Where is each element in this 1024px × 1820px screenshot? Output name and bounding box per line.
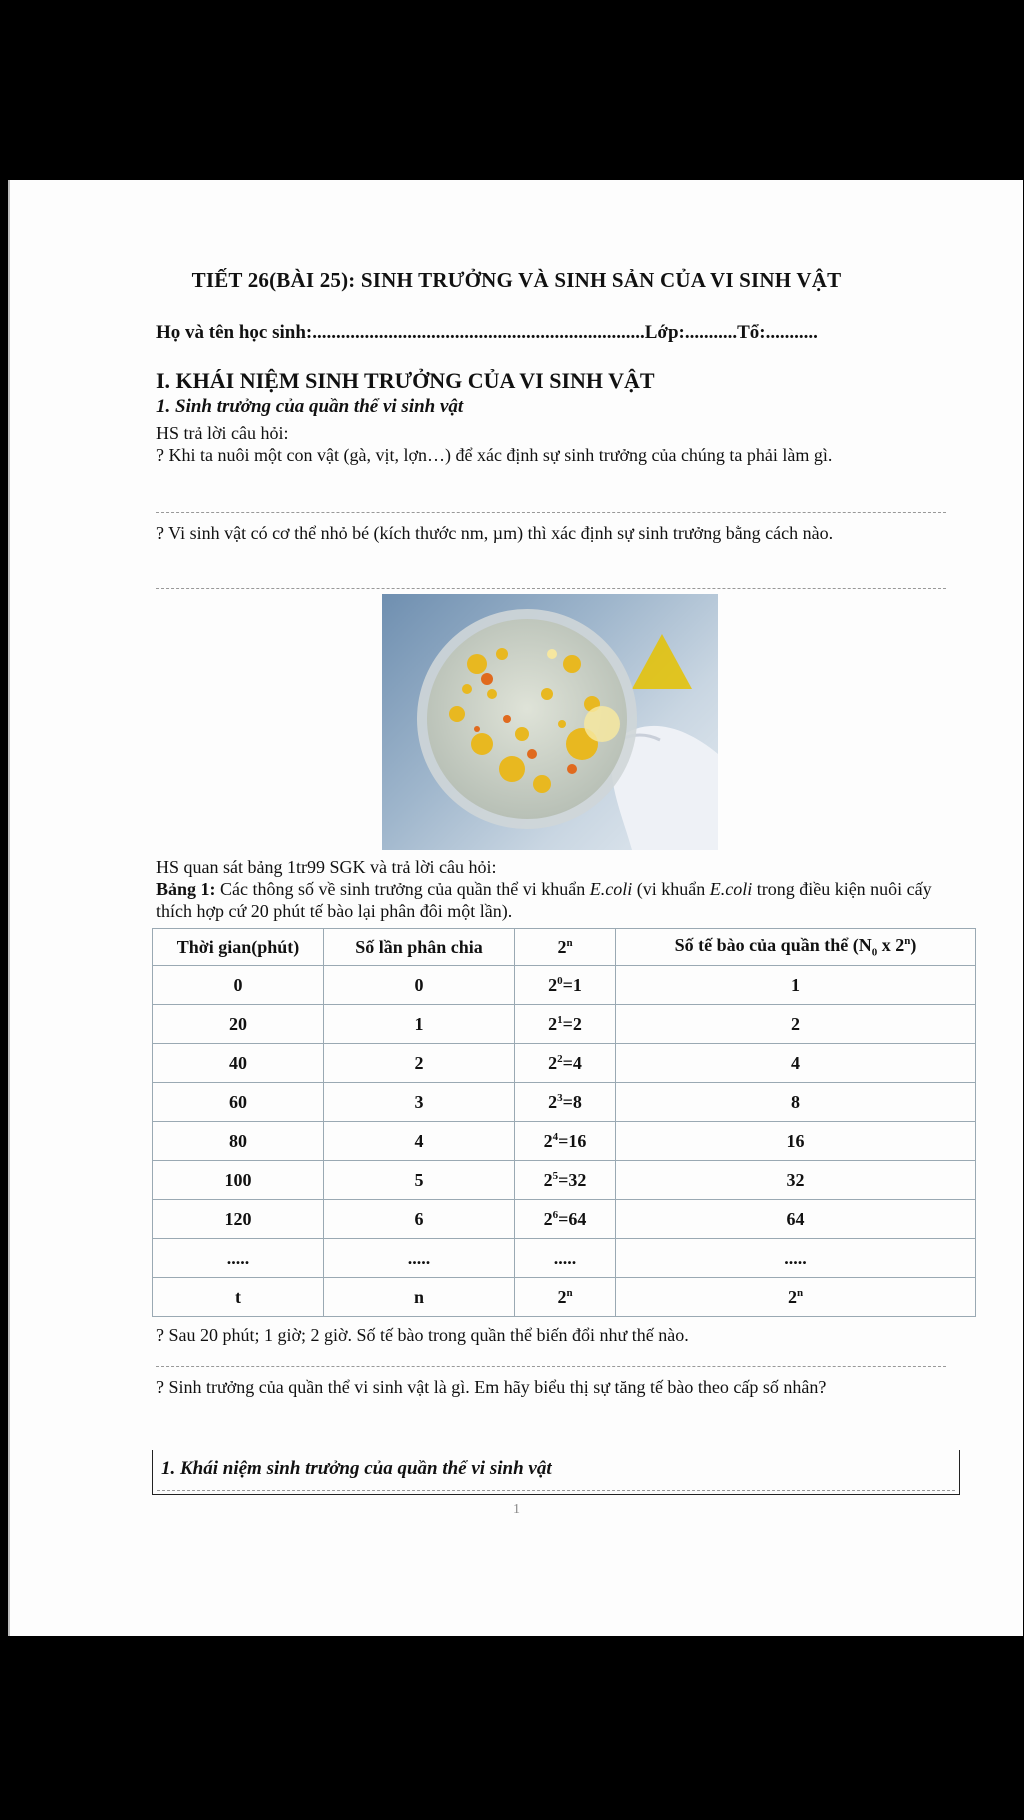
- power-base: 2: [543, 1169, 553, 1190]
- cell-cells: 32: [616, 1161, 976, 1200]
- table-row: [153, 1161, 976, 1200]
- header-cells-text: x 2: [877, 935, 905, 956]
- ecoli-italic-2: E.coli: [709, 879, 753, 899]
- table-row: [153, 1278, 976, 1317]
- cell-power: [515, 1122, 616, 1161]
- cells-exp: n: [796, 1286, 804, 1299]
- table-caption-part: Các thông số về sinh trưởng của quần thể vi khuẩn: [215, 879, 590, 899]
- cell-divisions: 5: [324, 1161, 515, 1200]
- header-cells-exp: n: [904, 935, 911, 948]
- question-1: ? Khi ta nuôi một con vật (gà, vịt, lợn…) để xác định sự sinh trưởng của chúng ta phải làm gì.: [156, 445, 833, 465]
- cell-power: .....: [515, 1239, 616, 1278]
- header-cells-text: Số tế bào của quần thể (N: [674, 935, 872, 956]
- header-power-base: 2: [557, 936, 567, 957]
- power-result: =1: [562, 974, 582, 995]
- group-blank[interactable]: ...........: [765, 322, 818, 343]
- cell-time: 100: [153, 1161, 324, 1200]
- power-base: 2: [548, 974, 558, 995]
- cell-time: .....: [153, 1239, 324, 1278]
- power-base: 2: [543, 1208, 553, 1229]
- cell-time: 0: [153, 966, 324, 1005]
- petri-dish-illustration: [382, 594, 718, 850]
- header-cells-sub: 0: [871, 946, 878, 959]
- student-info-line: [156, 322, 818, 344]
- power-exp: 2: [557, 1052, 563, 1065]
- cell-time: 60: [153, 1083, 324, 1122]
- table-caption-label: Bảng 1:: [156, 879, 216, 899]
- power-exp: n: [566, 1286, 573, 1299]
- header-power: [515, 929, 616, 966]
- observe-instruction: HS quan sát bảng 1tr99 SGK và trả lời câu hỏi:: [156, 857, 497, 877]
- power-result: =32: [558, 1169, 587, 1190]
- definition-heading: 1. Khái niệm sinh trưởng của quần thể vi sinh vật: [161, 1458, 552, 1479]
- header-cells-text: ): [910, 935, 917, 956]
- cell-time: 40: [153, 1044, 324, 1083]
- power-result: =64: [558, 1208, 587, 1229]
- student-name-label: Họ và tên học sinh:: [156, 322, 313, 343]
- cell-time: 80: [153, 1122, 324, 1161]
- cell-divisions: .....: [324, 1239, 515, 1278]
- cell-time: 120: [153, 1200, 324, 1239]
- answer-line-2[interactable]: [156, 588, 946, 589]
- ecoli-italic-1: E.coli: [589, 879, 633, 899]
- cell-cells: 64: [616, 1200, 976, 1239]
- section-heading: I. KHÁI NIỆM SINH TRƯỞNG CỦA VI SINH VẬT: [156, 368, 655, 393]
- answer-line-3[interactable]: [156, 1366, 946, 1367]
- header-divisions: Số lần phân chia: [324, 929, 515, 966]
- table-row: [153, 1005, 976, 1044]
- power-result: =2: [562, 1013, 582, 1034]
- table-caption-part: trong điều kiện nuôi cấy thích hợp cứ 20 phút tế bào lại phân đôi một lần).: [156, 879, 932, 921]
- cell-power: [515, 1161, 616, 1200]
- power-exp: 4: [552, 1130, 559, 1143]
- cell-power: [515, 1278, 616, 1317]
- definition-box: [152, 1450, 960, 1495]
- power-exp: 5: [552, 1169, 559, 1182]
- header-time: Thời gian(phút): [153, 929, 324, 966]
- page-number: 1: [513, 1502, 520, 1517]
- power-base: 2: [548, 1091, 558, 1112]
- cell-divisions: 3: [324, 1083, 515, 1122]
- header-cells: [616, 929, 976, 966]
- cell-divisions: n: [324, 1278, 515, 1317]
- cell-time: t: [153, 1278, 324, 1317]
- document-page: [8, 180, 1023, 1636]
- question-2: ? Vi sinh vật có cơ thể nhỏ bé (kích thước nm, µm) thì xác định sự sinh trưởng bằng cách nào.: [156, 523, 834, 543]
- power-exp: 3: [557, 1091, 563, 1104]
- question-4: ? Sinh trưởng của quần thể vi sinh vật là gì. Em hãy biểu thị sự tăng tế bào theo cấp số nhân?: [156, 1377, 827, 1397]
- table-row: [153, 1239, 976, 1278]
- cell-cells: 1: [616, 966, 976, 1005]
- power-exp: 0: [557, 974, 563, 987]
- cell-divisions: 1: [324, 1005, 515, 1044]
- cell-divisions: 4: [324, 1122, 515, 1161]
- question-3: ? Sau 20 phút; 1 giờ; 2 giờ. Số tế bào trong quần thể biến đổi như thế nào.: [156, 1325, 689, 1345]
- definition-answer-line[interactable]: [157, 1490, 955, 1491]
- cell-cells: 8: [616, 1083, 976, 1122]
- worksheet-title: TIẾT 26(BÀI 25): SINH TRƯỞNG VÀ SINH SẢN CỦA VI SINH VẬT: [191, 268, 842, 292]
- subsection-heading: 1. Sinh trưởng của quần thể vi sinh vật: [156, 396, 464, 417]
- cell-cells: 4: [616, 1044, 976, 1083]
- growth-table: [152, 928, 976, 1317]
- power-base: 2: [548, 1013, 558, 1034]
- answer-line-1[interactable]: [156, 512, 946, 513]
- table-row: [153, 1044, 976, 1083]
- cells-base: 2: [787, 1286, 797, 1307]
- table-caption: [156, 878, 956, 922]
- cell-cells: .....: [616, 1239, 976, 1278]
- header-power-exp: n: [566, 936, 573, 949]
- cell-divisions: 2: [324, 1044, 515, 1083]
- power-exp: 1: [557, 1013, 563, 1026]
- cell-power: [515, 1083, 616, 1122]
- power-result: =8: [562, 1091, 582, 1112]
- class-blank[interactable]: ...........: [684, 322, 738, 343]
- group-label: Tổ:: [737, 322, 766, 343]
- intro-text: HS trả lời câu hỏi:: [156, 423, 289, 443]
- power-result: =4: [562, 1052, 582, 1073]
- table-row: [153, 1122, 976, 1161]
- name-blank[interactable]: ......................................................................: [312, 322, 645, 343]
- cell-divisions: 0: [324, 966, 515, 1005]
- cell-cells: 2: [616, 1005, 976, 1044]
- power-base: 2: [548, 1052, 558, 1073]
- table-row: [153, 1200, 976, 1239]
- power-base: 2: [543, 1130, 553, 1151]
- cell-divisions: 6: [324, 1200, 515, 1239]
- power-result: =16: [558, 1130, 587, 1151]
- power-base: 2: [557, 1286, 567, 1307]
- cell-power: [515, 1200, 616, 1239]
- table-header-row: [153, 929, 976, 966]
- table-caption-part: (vi khuẩn: [632, 879, 710, 899]
- table-row: [153, 966, 976, 1005]
- cell-power: [515, 1005, 616, 1044]
- cell-cells: [616, 1278, 976, 1317]
- cell-power: [515, 1044, 616, 1083]
- cell-cells: 16: [616, 1122, 976, 1161]
- cell-time: 20: [153, 1005, 324, 1044]
- petri-dish-photo: [382, 594, 718, 850]
- cell-power: [515, 966, 616, 1005]
- table-row: [153, 1083, 976, 1122]
- power-exp: 6: [552, 1208, 559, 1221]
- class-label: Lớp:: [644, 322, 685, 343]
